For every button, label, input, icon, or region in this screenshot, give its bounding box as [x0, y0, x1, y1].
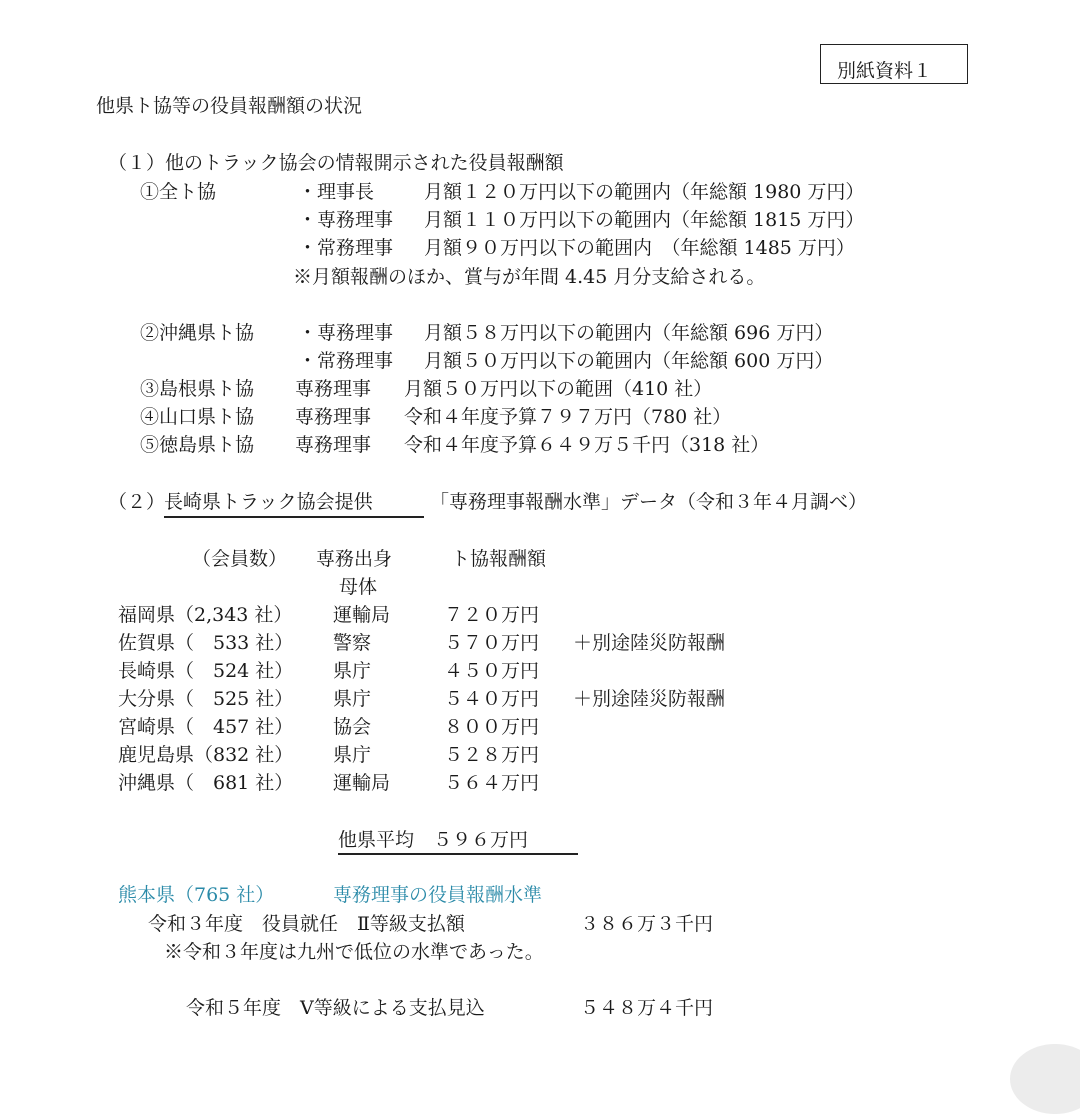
row-pref: 長崎県（ 524 社）: [118, 660, 294, 682]
row-pay: ４５０万円: [444, 660, 540, 682]
row-pref: 宮崎県（ 457 社）: [118, 716, 294, 738]
tokushima-desc: 令和４年度予算６４９万５千円（318 社）: [404, 434, 770, 456]
average-underline: [338, 853, 578, 855]
kumamoto-line1-value: ３８６万３千円: [580, 913, 714, 935]
kumamoto-line2-value: ５４８万４千円: [580, 997, 714, 1019]
row-origin: 協会: [333, 716, 372, 738]
document-title: 他県ト協等の役員報酬額の状況: [96, 95, 363, 117]
yamaguchi-desc: 令和４年度予算７９７万円（780 社）: [404, 406, 732, 428]
row-origin: 県庁: [333, 660, 372, 682]
section2-source: 長崎県トラック協会提供: [164, 491, 373, 513]
row-pref: 沖縄県（ 681 社）: [118, 772, 294, 794]
okinawa-role-1: ・専務理事: [298, 322, 394, 344]
zen-desc-3: 月額９０万円以下の範囲内 （年総額 1485 万円）: [424, 237, 855, 259]
kumamoto-note: ※令和３年度は九州で低位の水準であった。: [164, 941, 544, 963]
row-origin: 運輸局: [333, 604, 391, 626]
shimane-role: 専務理事: [295, 378, 372, 400]
header-origin-1: 専務出身: [316, 548, 393, 570]
zen-role-2: ・専務理事: [298, 209, 394, 231]
kumamoto-line2-label: 令和５年度 Ⅴ等級による支払見込: [186, 997, 485, 1019]
zen-desc-2: 月額１１０万円以下の範囲内（年総額 1815 万円）: [424, 209, 865, 231]
okinawa-role-2: ・常務理事: [298, 350, 394, 372]
row-origin: 県庁: [333, 744, 372, 766]
okinawa-desc-2: 月額５０万円以下の範囲内（年総額 600 万円）: [424, 350, 834, 372]
page-corner-shadow: [1010, 1044, 1080, 1114]
kumamoto-pref: 熊本県（765 社）: [118, 884, 275, 906]
row-origin: 県庁: [333, 688, 372, 710]
other-prefecture-average: 他県平均 ５９６万円: [338, 829, 529, 851]
zen-desc-1: 月額１２０万円以下の範囲内（年総額 1980 万円）: [424, 181, 865, 203]
org-okinawa: ②沖縄県ト協: [140, 322, 255, 344]
header-pay: ト協報酬額: [451, 548, 547, 570]
shimane-desc: 月額５０万円以下の範囲（410 社）: [404, 378, 713, 400]
row-pref: 鹿児島県（832 社）: [118, 744, 294, 766]
org-yamaguchi: ④山口県ト協: [140, 406, 255, 428]
org-tokushima: ⑤徳島県ト協: [140, 434, 255, 456]
org-zen: ①全ト協: [140, 181, 217, 203]
section2-source-underline: [164, 516, 424, 518]
row-pay: ８００万円: [444, 716, 540, 738]
row-pay: ５６４万円: [444, 772, 540, 794]
okinawa-desc-1: 月額５８万円以下の範囲内（年総額 696 万円）: [424, 322, 834, 344]
kumamoto-title: 専務理事の役員報酬水準: [333, 884, 543, 906]
row-pay: ７２０万円: [444, 604, 540, 626]
attachment-label-box: [820, 44, 968, 84]
row-pref: 福岡県（2,343 社）: [118, 604, 293, 626]
header-origin-2: 母体: [339, 576, 378, 598]
header-members: （会員数）: [192, 548, 288, 570]
org-shimane: ③島根県ト協: [140, 378, 255, 400]
section2-subject: 「専務理事報酬水準」データ（令和３年４月調べ）: [430, 491, 868, 513]
zen-note: ※月額報酬のほか、賞与が年間 4.45 月分支給される。: [293, 266, 766, 288]
row-pay: ５２８万円: [444, 744, 540, 766]
row-note: ＋別途陸災防報酬: [573, 688, 726, 710]
attachment-label: 別紙資料１: [837, 60, 933, 82]
row-origin: 運輸局: [333, 772, 391, 794]
section2-prefix: （２）: [108, 491, 166, 513]
yamaguchi-role: 専務理事: [295, 406, 372, 428]
tokushima-role: 専務理事: [295, 434, 372, 456]
section1-heading: （１）他のトラック協会の情報開示された役員報酬額: [108, 152, 564, 174]
row-pay: ５４０万円: [444, 688, 540, 710]
row-pay: ５７０万円: [444, 632, 540, 654]
row-note: ＋別途陸災防報酬: [573, 632, 726, 654]
row-origin: 警察: [333, 632, 372, 654]
row-pref: 佐賀県（ 533 社）: [118, 632, 294, 654]
kumamoto-line1-label: 令和３年度 役員就任 Ⅱ等級支払額: [148, 913, 465, 935]
zen-role-1: ・理事長: [298, 181, 375, 203]
row-pref: 大分県（ 525 社）: [118, 688, 294, 710]
zen-role-3: ・常務理事: [298, 237, 394, 259]
